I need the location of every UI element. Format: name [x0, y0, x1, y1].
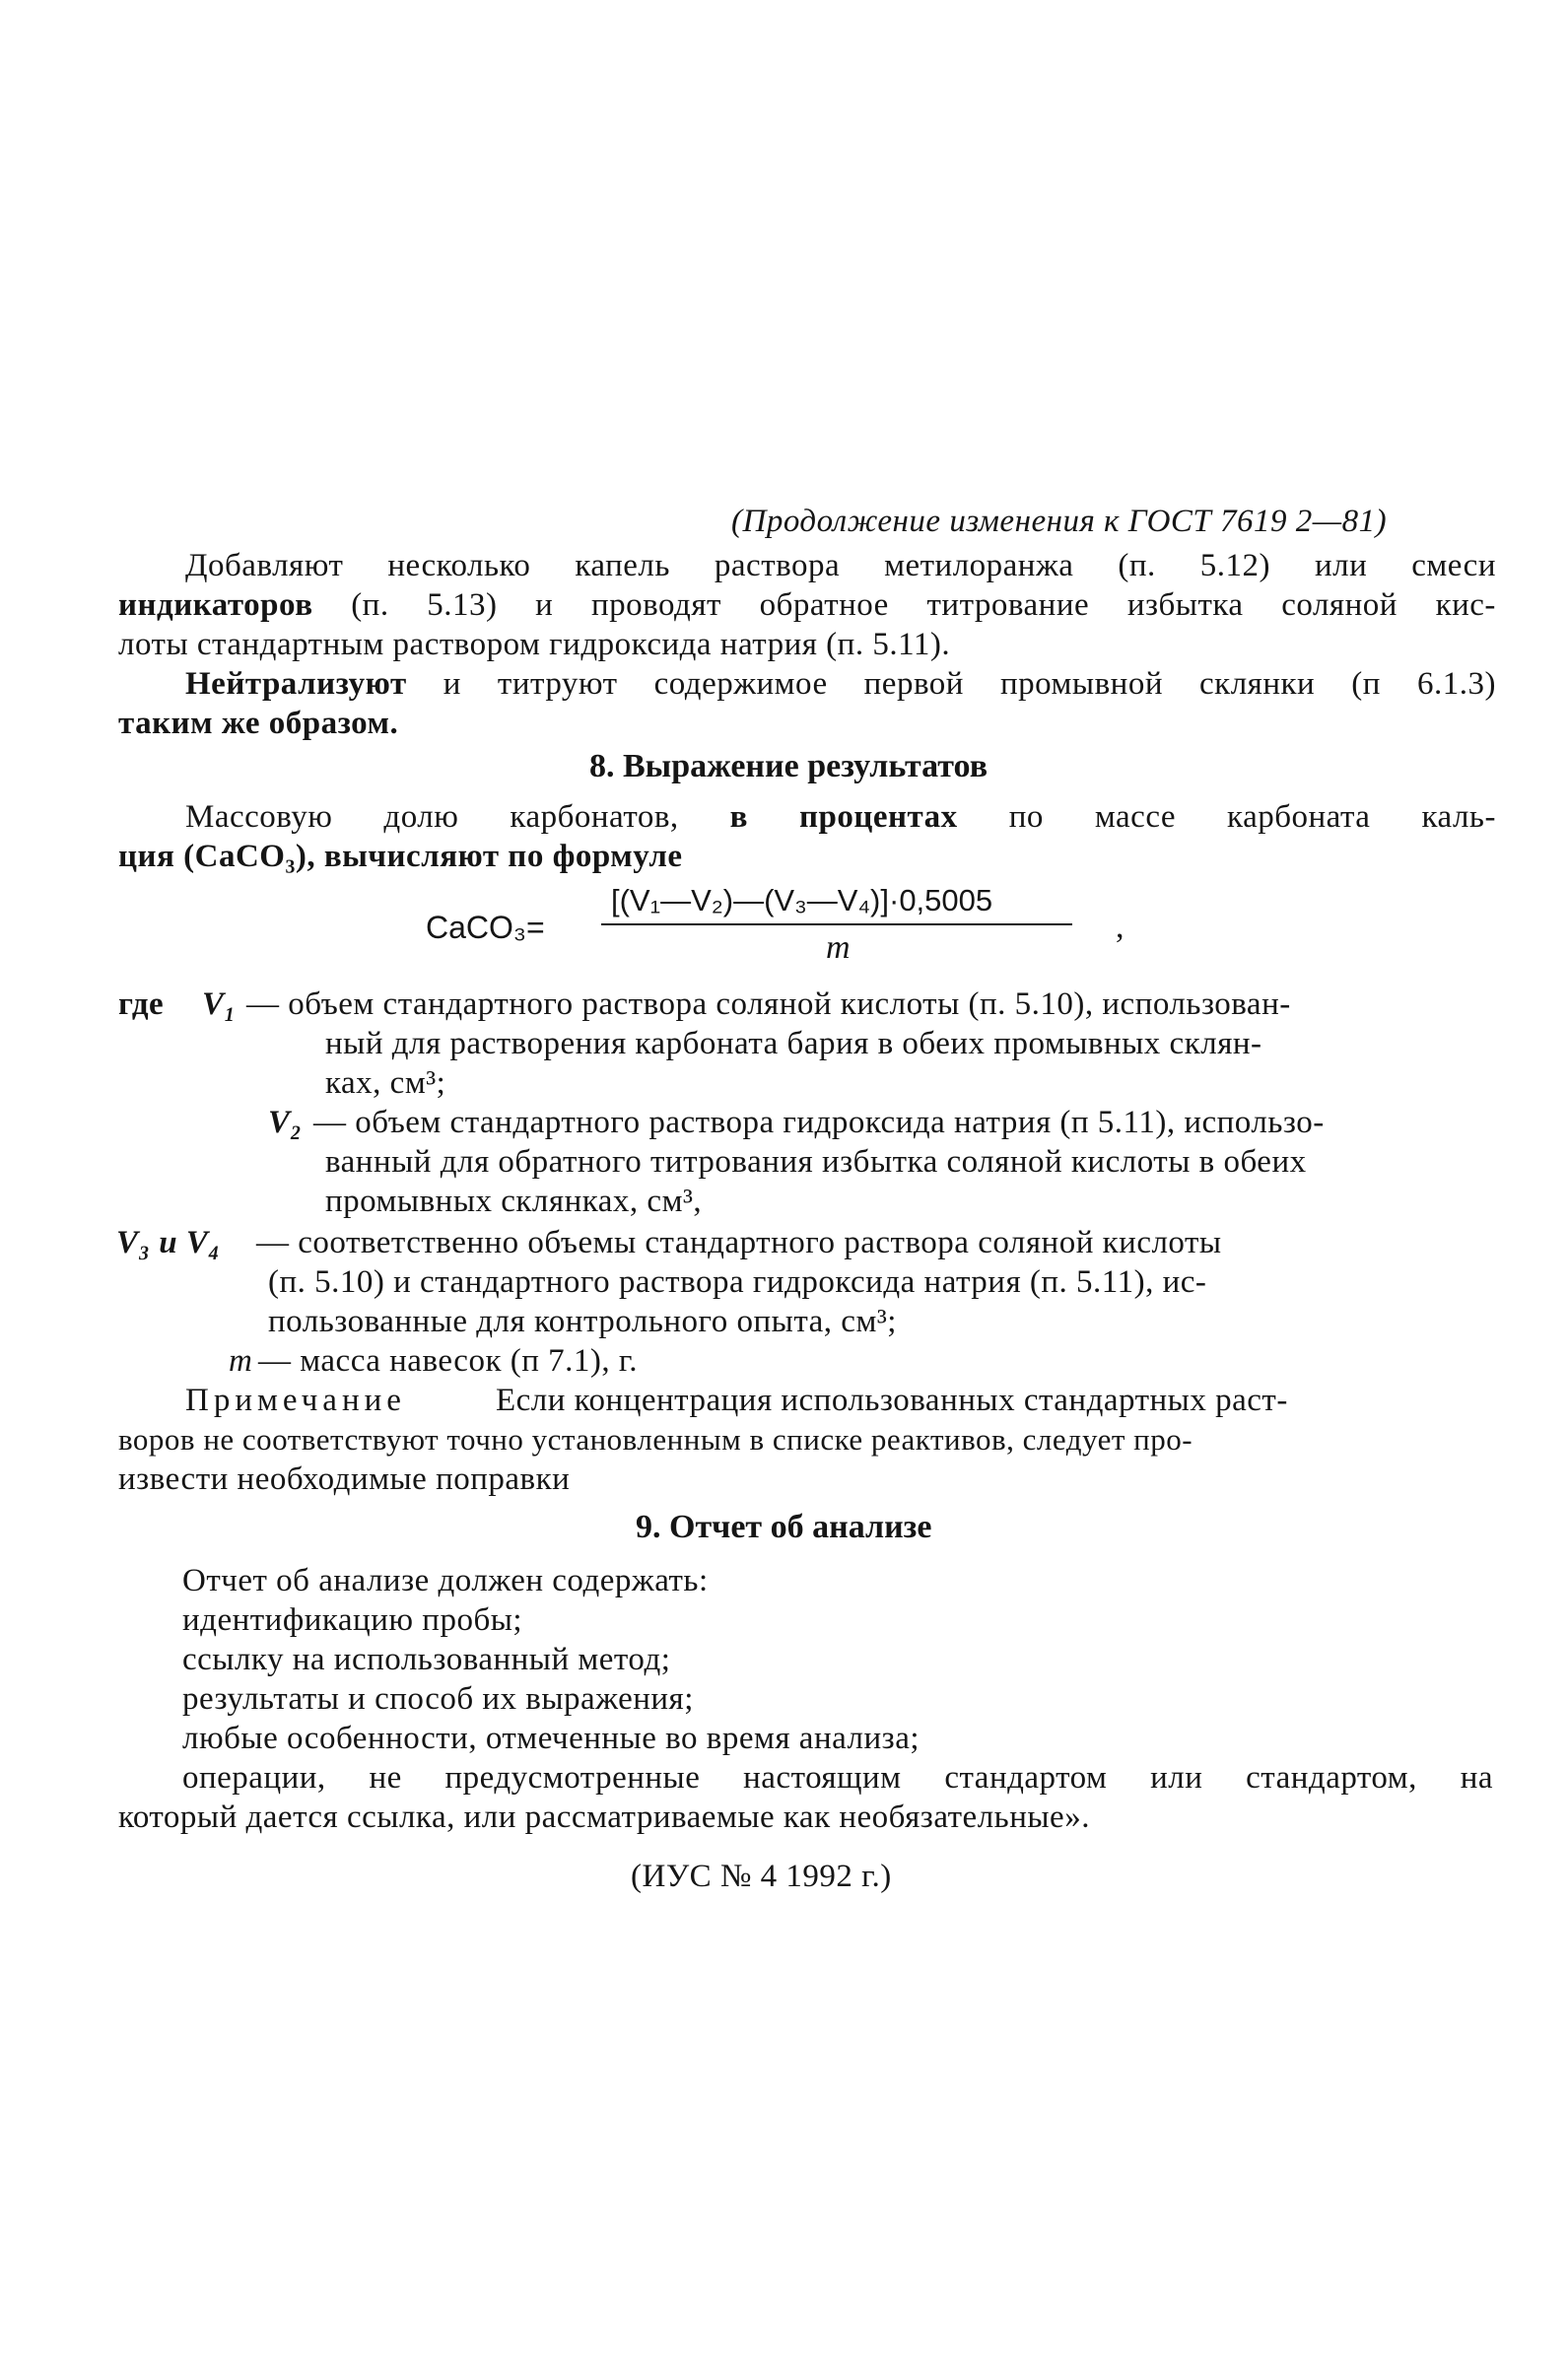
- definition-line: ный для растворения карбоната бария в обеих промывных склян-: [325, 1026, 1262, 1061]
- word: обратное: [759, 587, 889, 623]
- definition-term: m: [229, 1343, 253, 1379]
- word: несколько: [387, 548, 531, 583]
- word: (п.: [1118, 548, 1156, 583]
- definition-term: V₁: [202, 986, 237, 1022]
- word: не: [369, 1760, 402, 1796]
- formula: [414, 875, 1143, 984]
- word: стандартом: [944, 1760, 1108, 1796]
- word: каль-: [1421, 799, 1496, 835]
- formula-denominator: m: [826, 929, 851, 966]
- paragraph-2-line-2: таким же образом.: [118, 706, 399, 741]
- note-label: Примечание: [185, 1383, 406, 1418]
- formula-comma: ,: [1116, 909, 1125, 945]
- report-line: любые особенности, отмеченные во время анализа;: [182, 1721, 920, 1756]
- word: и: [535, 587, 554, 623]
- paragraph-2-line-1: [185, 665, 1496, 703]
- word: содержимое: [653, 666, 828, 702]
- word: промывной: [1000, 666, 1163, 702]
- word: первой: [863, 666, 964, 702]
- word: индикаторов: [118, 587, 313, 623]
- word: предусмотренные: [444, 1760, 701, 1796]
- formula-numerator: [(V₁—V₂)—(V₃—V₄)]·0,5005: [611, 883, 993, 917]
- paragraph-1-line-2: [118, 586, 1496, 624]
- report-last-line-2: который дается ссылка, или рассматриваемые как необязательные».: [118, 1799, 1090, 1835]
- word: Массовую: [185, 799, 333, 835]
- formula-label: CaCO₃=: [426, 910, 545, 945]
- word: 6.1.3): [1416, 666, 1496, 702]
- page-header: (Продолжение изменения к ГОСТ 7619 2—81): [731, 504, 1388, 539]
- word: на: [1460, 1760, 1493, 1796]
- word: настоящим: [743, 1760, 902, 1796]
- word: или: [1314, 548, 1368, 583]
- report-line: результаты и способ их выражения;: [182, 1681, 694, 1717]
- word: избытка: [1126, 587, 1244, 623]
- word: карбонатов,: [510, 799, 679, 835]
- fraction-bar: [601, 923, 1072, 925]
- word: и: [443, 666, 461, 702]
- definition-line: — соответственно объемы стандартного раствора соляной кислоты: [256, 1225, 1222, 1260]
- section-8-heading: 8. Выражение результатов: [589, 748, 989, 784]
- section-8-intro-line-1: [185, 798, 1496, 836]
- word: массе: [1094, 799, 1177, 835]
- definition-line: ванный для обратного титрования избытка соляной кислоты в обеих: [325, 1144, 1307, 1180]
- word: (п: [1351, 666, 1381, 702]
- word: кис-: [1435, 587, 1496, 623]
- note-line-3: извести необходимые поправки: [118, 1461, 571, 1497]
- definition-term: V₃ и V₄: [116, 1225, 221, 1260]
- report-last-line-1: [182, 1759, 1493, 1797]
- word: соляной: [1281, 587, 1398, 623]
- word: Добавляют: [185, 548, 344, 583]
- word: раствора: [714, 548, 841, 583]
- definition-line: — объем стандартного раствора гидроксида натрия (п 5.11), использо-: [313, 1105, 1325, 1140]
- definition-line: (п. 5.10) и стандартного раствора гидроксида натрия (п. 5.11), ис-: [268, 1264, 1207, 1300]
- word: (п.: [351, 587, 389, 623]
- section-9-heading: 9. Отчет об анализе: [636, 1509, 932, 1545]
- footer-reference: (ИУС № 4 1992 г.): [631, 1859, 892, 1894]
- word: проводят: [590, 587, 721, 623]
- definition-line: ках, см³;: [325, 1065, 446, 1101]
- definition-term: V₂: [268, 1105, 303, 1140]
- word: 5.13): [427, 587, 498, 623]
- word: 5.12): [1199, 548, 1270, 583]
- word: смеси: [1411, 548, 1496, 583]
- section-8-intro-line-2: ция (CaCO₃), вычисляют по формуле: [118, 839, 683, 874]
- definition-line: — объем стандартного раствора соляной кислоты (п. 5.10), использован-: [246, 986, 1291, 1022]
- word: или: [1150, 1760, 1203, 1796]
- word: Нейтрализуют: [185, 666, 407, 702]
- word: процентах: [799, 799, 958, 835]
- word: в: [729, 799, 748, 835]
- definition-line: промывных склянках, см³,: [325, 1184, 703, 1219]
- word: капель: [575, 548, 670, 583]
- word: стандартом,: [1246, 1760, 1417, 1796]
- word: по: [1008, 799, 1044, 835]
- word: долю: [383, 799, 459, 835]
- definition-line: пользованные для контрольного опыта, см³;: [268, 1304, 897, 1339]
- paragraph-1-line-1: [185, 547, 1496, 584]
- report-line: Отчет об анализе должен содержать:: [182, 1563, 709, 1598]
- word: титрование: [926, 587, 1090, 623]
- paragraph-1-line-3: лоты стандартным раствором гидроксида натрия (п. 5.11).: [118, 627, 951, 662]
- report-line: идентификацию пробы;: [182, 1602, 523, 1638]
- word: операции,: [182, 1760, 326, 1796]
- word: метилоранжа: [884, 548, 1074, 583]
- report-line: ссылку на использованный метод;: [182, 1642, 671, 1677]
- note-line-2: воров не соответствуют точно установленным в списке реактивов, следует про-: [118, 1422, 1193, 1457]
- note-line-1: Если концентрация использованных стандартных раст-: [496, 1383, 1288, 1418]
- word: титруют: [497, 666, 618, 702]
- where-label: где: [118, 986, 165, 1022]
- word: карбоната: [1227, 799, 1371, 835]
- definition-line: — масса навесок (п 7.1), г.: [258, 1343, 638, 1379]
- word: склянки: [1199, 666, 1316, 702]
